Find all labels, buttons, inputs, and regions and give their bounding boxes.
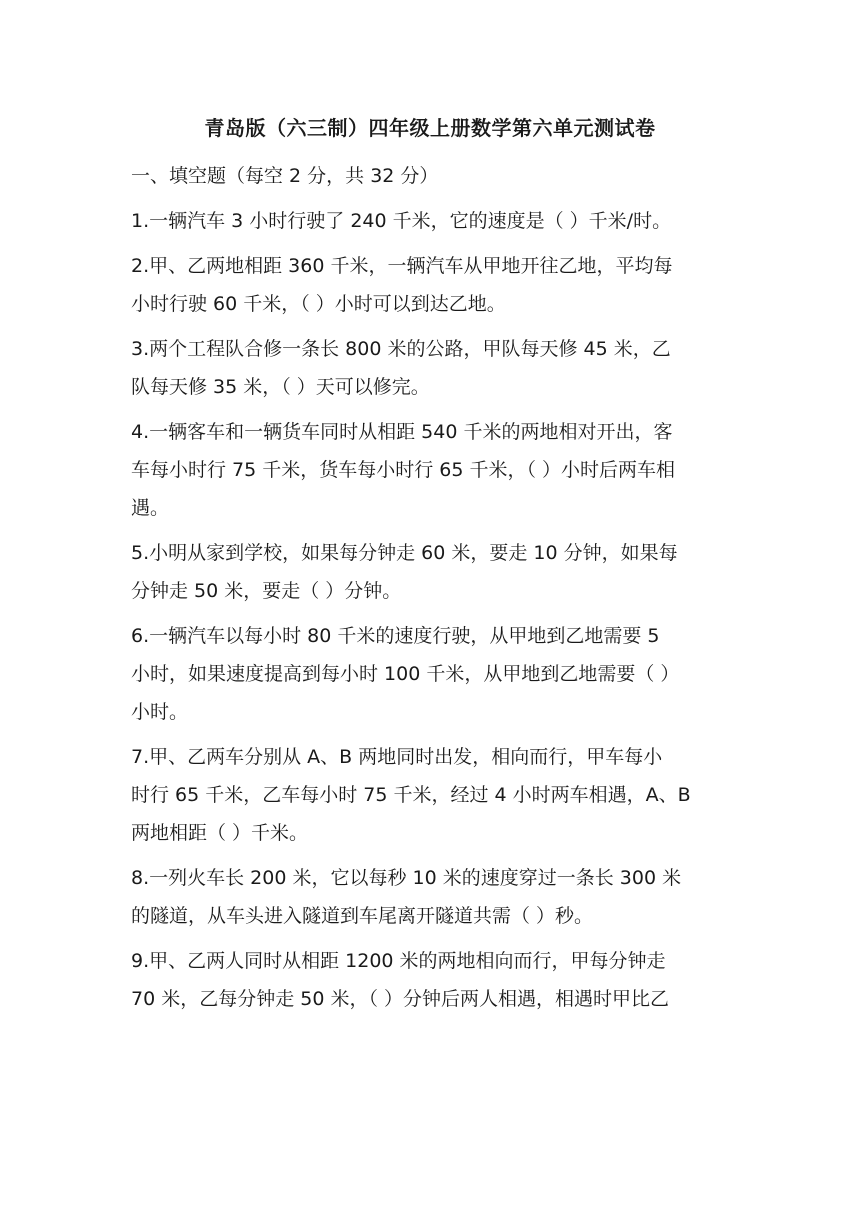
question-line: 分钟走 50 米，要走（ ）分钟。 xyxy=(131,580,402,602)
question-line: 9.甲、乙两人同时从相距 1200 米的两地相向而行，甲每分钟走 xyxy=(131,950,666,972)
question-line: 1.一辆汽车 3 小时行驶了 240 千米，它的速度是（ ）千米/时。 xyxy=(131,210,672,232)
document-title: 青岛版（六三制）四年级上册数学第六单元测试卷 xyxy=(204,116,656,140)
question-3 xyxy=(131,330,731,406)
question-line: 7.甲、乙两车分别从 A、B 两地同时出发，相向而行，甲车每小 xyxy=(131,746,663,768)
question-line: 小时，如果速度提高到每小时 100 千米，从甲地到乙地需要（ ） xyxy=(131,663,680,685)
question-line: 两地相距（ ）千米。 xyxy=(131,822,309,844)
question-5 xyxy=(131,534,731,610)
question-line: 4.一辆客车和一辆货车同时从相距 540 千米的两地相对开出，客 xyxy=(131,421,673,443)
question-7 xyxy=(131,738,731,852)
question-line: 70 米，乙每分钟走 50 米，（ ）分钟后两人相遇，相遇时甲比乙 xyxy=(131,988,670,1010)
question-line: 遇。 xyxy=(131,497,170,519)
question-line: 车每小时行 75 千米，货车每小时行 65 千米，（ ）小时后两车相 xyxy=(131,459,676,481)
question-line: 的隧道，从车头进入隧道到车尾离开隧道共需（ ）秒。 xyxy=(131,905,594,927)
question-line: 时行 65 千米，乙车每小时 75 千米，经过 4 小时两车相遇，A、B xyxy=(131,784,691,806)
question-4 xyxy=(131,413,731,527)
question-2 xyxy=(131,247,731,323)
section-heading: 一、填空题（每空 2 分，共 32 分） xyxy=(131,165,439,187)
question-9 xyxy=(131,942,731,1018)
question-line: 队每天修 35 米，（ ）天可以修完。 xyxy=(131,376,430,398)
question-6 xyxy=(131,617,731,731)
question-line: 8.一列火车长 200 米，它以每秒 10 米的速度穿过一条长 300 米 xyxy=(131,867,682,889)
question-line: 小时。 xyxy=(131,701,189,723)
document-body xyxy=(131,157,731,1025)
question-8 xyxy=(131,859,731,935)
question-line: 5.小明从家到学校，如果每分钟走 60 米，要走 10 分钟，如果每 xyxy=(131,542,678,564)
question-line: 3.两个工程队合修一条长 800 米的公路，甲队每天修 45 米，乙 xyxy=(131,338,671,360)
question-line: 6.一辆汽车以每小时 80 千米的速度行驶，从甲地到乙地需要 5 xyxy=(131,625,660,647)
question-line: 2.甲、乙两地相距 360 千米，一辆汽车从甲地开往乙地，平均每 xyxy=(131,255,673,277)
question-1 xyxy=(131,202,731,240)
question-line: 小时行驶 60 千米，（ ）小时可以到达乙地。 xyxy=(131,293,506,315)
